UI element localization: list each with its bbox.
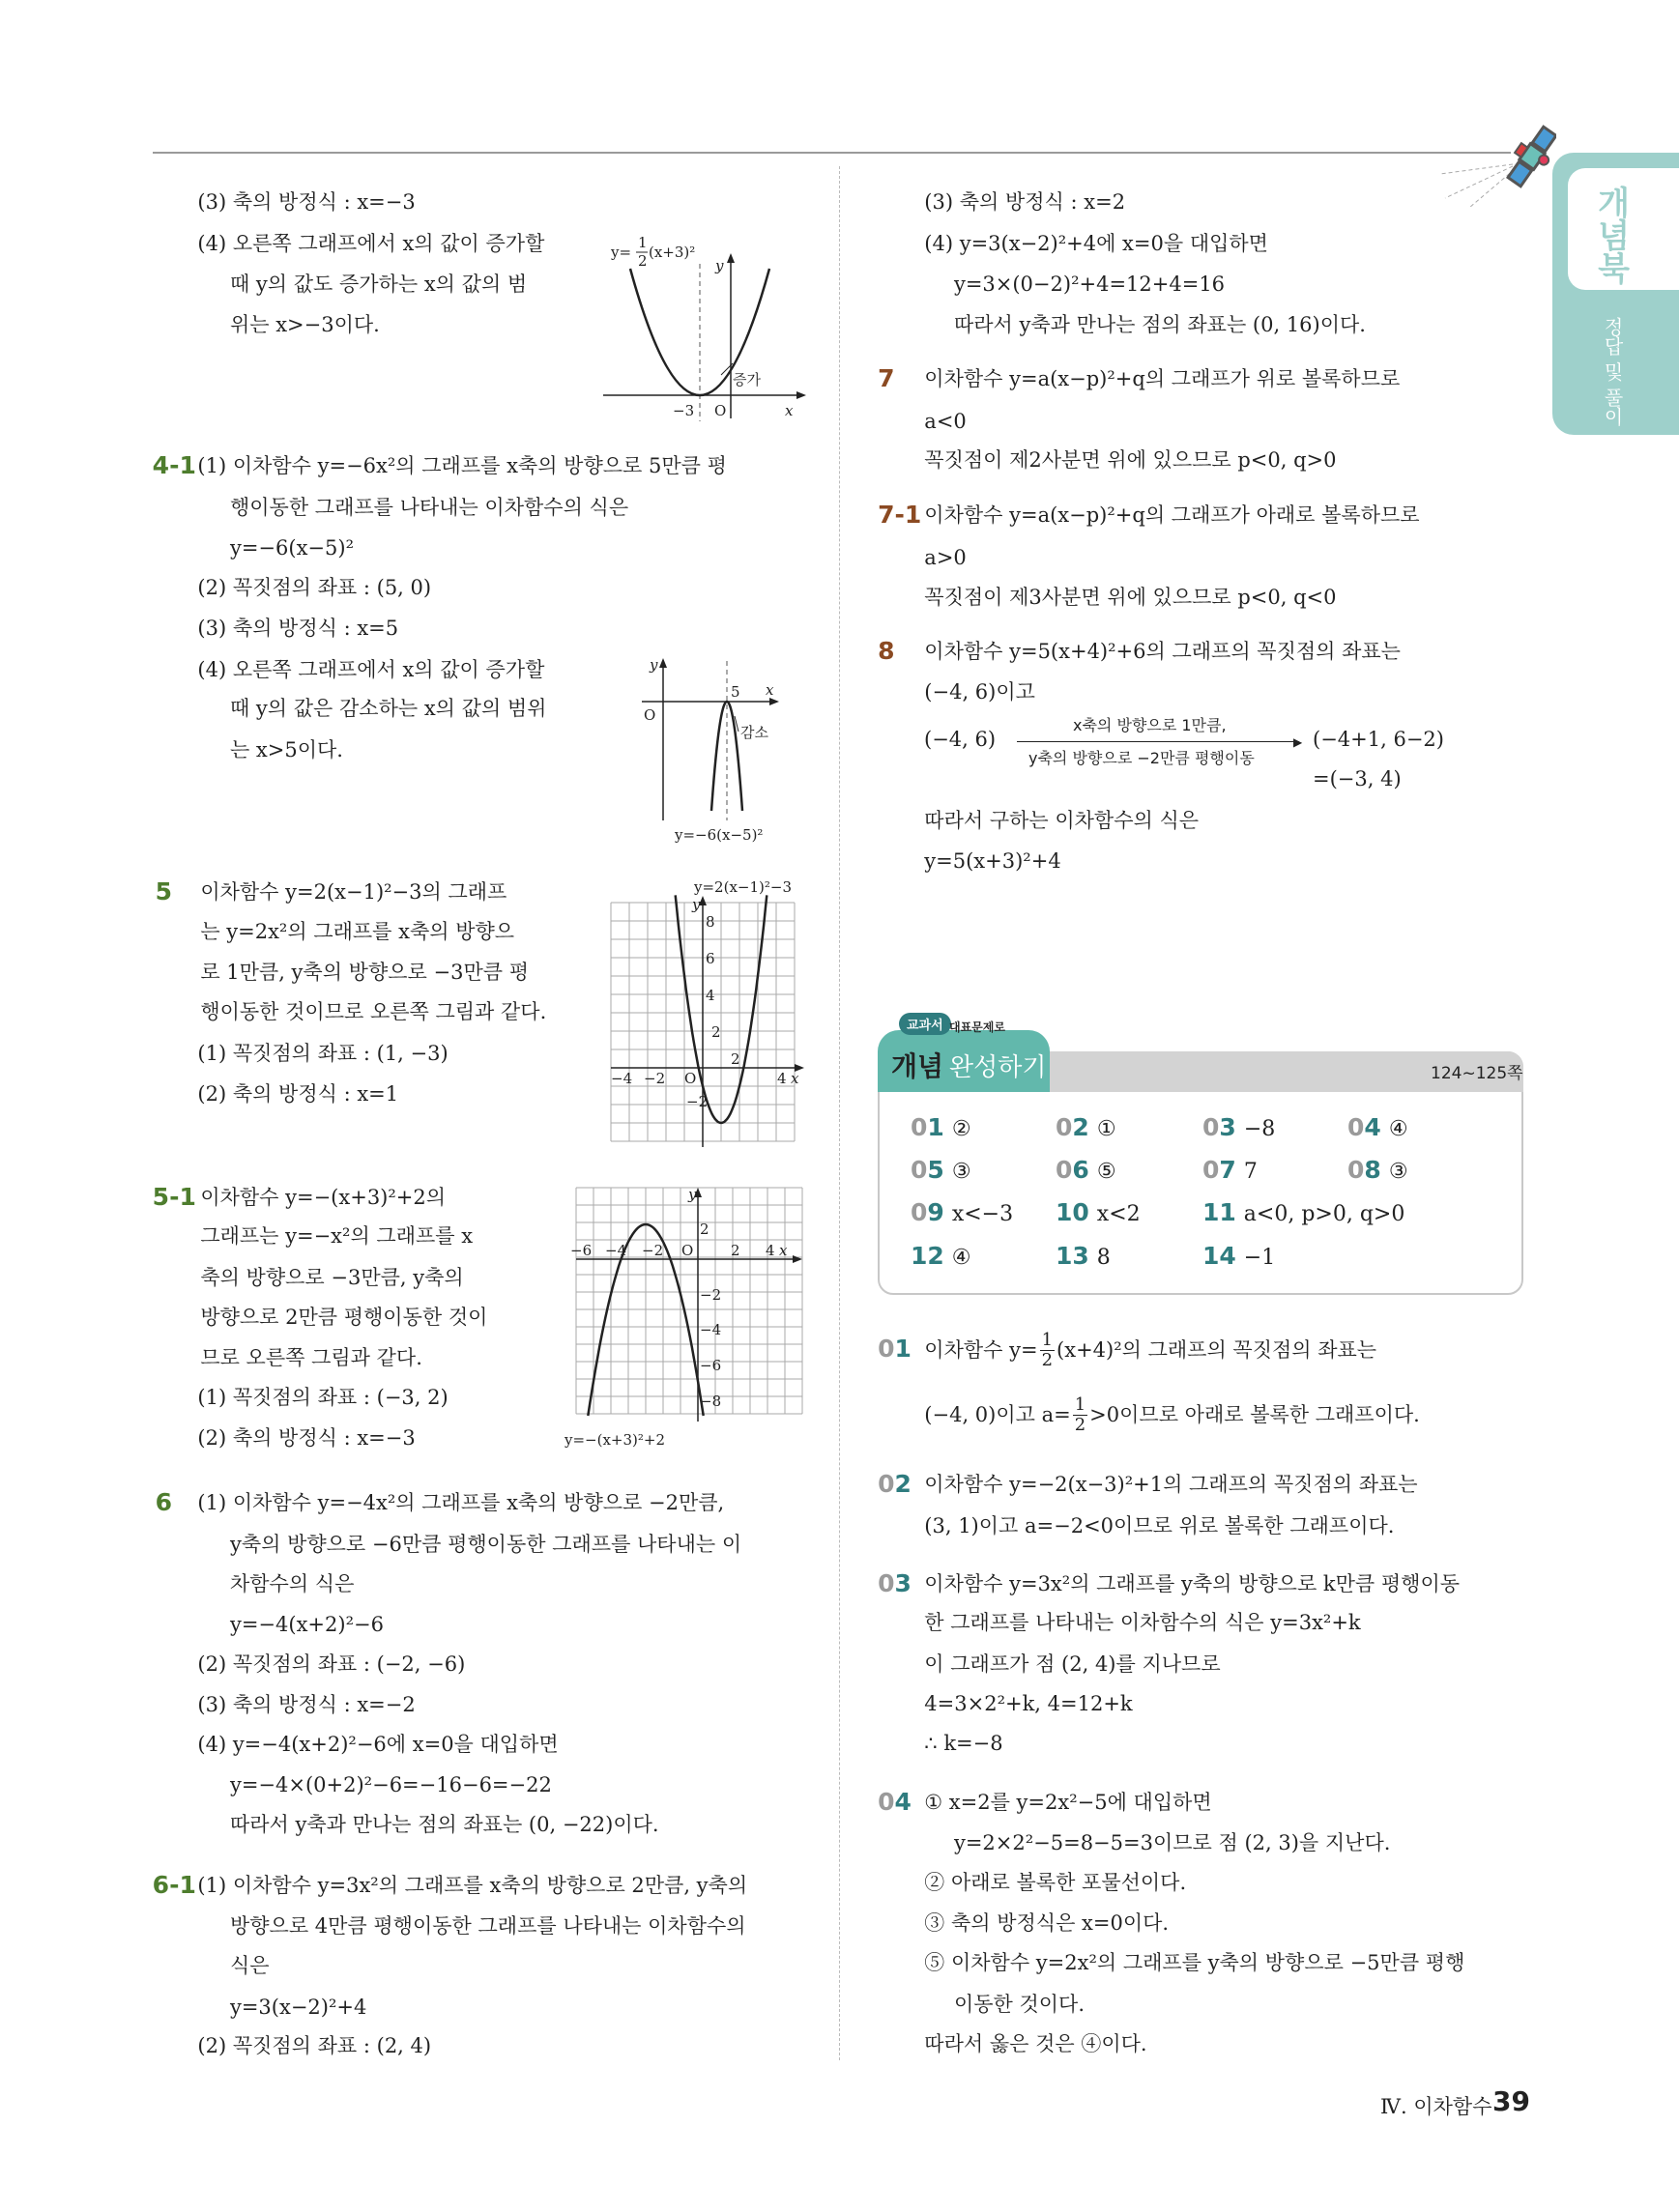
y-tick-label: 2: [711, 1023, 721, 1041]
x-axis-label: x: [791, 1070, 799, 1087]
solution-line: (1) 이차함수 y=3x²의 그래프를 x축의 방향으로 2만큼, y축의: [197, 1874, 748, 1898]
number-suffix: 4: [894, 1787, 912, 1816]
problem-number-label: 5: [155, 877, 172, 906]
graph4-eq: y=−(x+3)²+2: [564, 1431, 666, 1449]
solution-line: 따라서 옳은 것은 ④이다.: [924, 2031, 1147, 2055]
solution-line: 위는 x>−3이다.: [229, 313, 380, 337]
graph1-eq-num: 1: [638, 234, 648, 251]
solution-line: 이차함수 y=−(x+3)²+2의: [200, 1185, 447, 1209]
x-tick-label: −2: [642, 1242, 664, 1259]
number-prefix: 0: [1347, 1156, 1365, 1184]
solution-line: (3, 1)이고 a=−2<0이므로 위로 볼록한 그래프이다.: [924, 1513, 1395, 1537]
solution-line: (3) 축의 방정식 : x=2: [924, 190, 1126, 215]
number-prefix: 0: [878, 1335, 895, 1364]
decrease-note: 감소: [740, 724, 768, 741]
solution-line: (1) 이차함수 y=−4x²의 그래프를 x축의 방향으로 −2만큼,: [197, 1491, 725, 1515]
answer-number: 10: [1056, 1198, 1089, 1226]
solution-line: [924, 1325, 1376, 1375]
origin-label: O: [684, 1070, 697, 1087]
problem-number-label: 7: [878, 363, 895, 392]
fraction-denominator: 2: [1074, 1414, 1086, 1435]
x-tick-label: −4: [611, 1070, 633, 1087]
y-axis-label: y: [650, 656, 658, 674]
solution-line: 이차함수 y=3x²의 그래프를 y축의 방향으로 k만큼 평행이동: [924, 1571, 1461, 1595]
answer-number: [1347, 1113, 1381, 1141]
solution-line: (1) 이차함수 y=−6x²의 그래프를 x축의 방향으로 5만큼 평: [197, 454, 727, 478]
solution-line: 따라서 y축과 만나는 점의 좌표는 (0, 16)이다.: [953, 313, 1366, 337]
answer-number: [911, 1156, 944, 1184]
y-axis-label: y: [692, 896, 701, 913]
solution-line: y=2×2²−5=8−5=3이므로 점 (2, 3)을 지난다.: [953, 1831, 1391, 1855]
origin-label: O: [681, 1242, 694, 1259]
section-tab: [1552, 153, 1679, 435]
y-tick-label: −2: [700, 1286, 722, 1304]
solution-line: 므로 오른쪽 그림과 같다.: [200, 1345, 422, 1369]
y-tick-label: −8: [700, 1393, 722, 1410]
solution-line: ∴ k=−8: [924, 1731, 1003, 1755]
answer-value: 8: [1096, 1246, 1111, 1270]
answer-value: ①: [1096, 1117, 1116, 1141]
number-suffix: 8: [1364, 1156, 1381, 1184]
answer-number: [1202, 1113, 1236, 1141]
y-tick-label: 6: [706, 950, 715, 967]
y-axis-label: y: [688, 1186, 697, 1203]
solution-line: a>0: [924, 546, 967, 570]
number-suffix: 3: [1219, 1113, 1236, 1141]
number-prefix: 0: [911, 1113, 928, 1141]
number-prefix: 0: [1202, 1156, 1220, 1184]
column-divider: [839, 166, 840, 2060]
answer-item: [911, 1113, 971, 1144]
answer-number: 14: [1202, 1242, 1236, 1270]
solution-line: y=5(x+3)²+4: [924, 849, 1061, 874]
solution-line: (4) 오른쪽 그래프에서 x의 값이 증가할: [197, 231, 545, 255]
x-tick-label: −4: [605, 1242, 627, 1259]
answer-value: −8: [1243, 1117, 1276, 1141]
solution-line: 이 그래프가 점 (2, 4)를 지나므로: [924, 1652, 1221, 1676]
solution-line: ① x=2를 y=2x²−5에 대입하면: [924, 1790, 1212, 1814]
solution-line: y=3×(0−2)²+4=12+4=16: [953, 272, 1226, 296]
solution-line: y=−4(x+2)²−6: [229, 1612, 384, 1636]
graph-y-half-x-plus-3-squared: [603, 230, 811, 423]
solution-line: (4) 오른쪽 그래프에서 x의 값이 증가할: [197, 657, 545, 681]
solution-line: (−4, 6)이고: [924, 679, 1035, 704]
solution-line: [924, 1390, 1420, 1440]
x-tick-label: 2: [731, 1050, 740, 1068]
y-tick-label: −4: [700, 1321, 722, 1338]
number-suffix: 1: [894, 1335, 912, 1364]
number-prefix: 0: [878, 1470, 895, 1499]
graph1-eq-suffix: (x+3)²: [649, 244, 696, 261]
graph3-eq: y=2(x−1)²−3: [694, 878, 792, 896]
fraction: [1040, 1331, 1055, 1370]
number-prefix: 0: [911, 1198, 928, 1226]
solution-line: 이동한 것이다.: [953, 1992, 1086, 2016]
solution-line: 행이동한 것이므로 오른쪽 그림과 같다.: [200, 1000, 547, 1024]
solution-line: (2) 꼭짓점의 좌표 : (2, 4): [197, 2034, 432, 2058]
solution-line: 로 1만큼, y축의 방향으로 −3만큼 평: [200, 961, 529, 985]
y-tick-label: −6: [700, 1357, 722, 1374]
solution-line: ③ 축의 방정식은 x=0이다.: [924, 1911, 1170, 1936]
answer-item: [1056, 1113, 1116, 1144]
solution-line: ② 아래로 볼록한 포물선이다.: [924, 1871, 1187, 1895]
solution-line: 꼭짓점이 제2사분면 위에 있으므로 p<0, q>0: [924, 448, 1337, 473]
line-segment: (−4, 0)이고 a=: [924, 1403, 1071, 1427]
solution-line: 때 y의 값은 감소하는 x의 값의 범위: [229, 697, 547, 721]
arrow-line: [1017, 741, 1299, 742]
answer-item: [1347, 1113, 1408, 1144]
problem-number-label: 8: [878, 636, 895, 665]
origin-label: O: [714, 402, 727, 419]
solution-line: 그래프는 y=−x²의 그래프를 x: [200, 1224, 474, 1249]
number-suffix: 4: [1364, 1113, 1381, 1141]
line-segment: 이차함수 y=: [924, 1338, 1038, 1363]
problem-number-label: 4-1: [152, 451, 196, 480]
answer-number: 13: [1056, 1242, 1089, 1270]
solution-line: y축의 방향으로 −6만큼 평행이동한 그래프를 나타내는 이: [229, 1532, 742, 1556]
solution-line: (4) y=−4(x+2)²−6에 x=0을 대입하면: [197, 1733, 559, 1757]
line-segment: >0이므로 아래로 볼록한 그래프이다.: [1089, 1403, 1420, 1427]
textbook-badge: 교과서: [899, 1013, 951, 1035]
solution-line: y=3(x−2)²+4: [229, 1995, 367, 2019]
x-axis-label: x: [779, 1242, 788, 1259]
fraction-numerator: 1: [1041, 1329, 1054, 1350]
answer-number: [911, 1198, 944, 1226]
solution-line: 차함수의 식은: [229, 1571, 355, 1595]
answer-value: x<−3: [951, 1202, 1014, 1226]
solution-line: (2) 꼭짓점의 좌표 : (5, 0): [197, 575, 432, 599]
graph-y-neg-x-plus-3-squared-plus-2: [561, 1184, 807, 1450]
solution-line: (1) 꼭짓점의 좌표 : (1, −3): [197, 1041, 449, 1065]
solution-line: 4=3×2²+k, 4=12+k: [924, 1691, 1133, 1715]
answer-item: [1056, 1156, 1116, 1187]
y-tick-label: −2: [686, 1093, 709, 1110]
x-axis-label: x: [785, 402, 794, 419]
fraction-numerator: 1: [1074, 1393, 1086, 1415]
number-prefix: 0: [878, 1787, 895, 1816]
solution-line: (2) 축의 방정식 : x=−3: [197, 1426, 416, 1451]
graph2-eq: y=−6(x−5)²: [675, 826, 764, 844]
solution-line: 는 x>5이다.: [229, 737, 343, 761]
solution-line: (1) 꼭짓점의 좌표 : (−3, 2): [197, 1385, 449, 1409]
answer-number: 11: [1202, 1198, 1236, 1226]
solution-line: 따라서 구하는 이차함수의 식은: [924, 808, 1200, 832]
y-tick-label: 8: [706, 913, 715, 931]
number-suffix: 5: [927, 1156, 944, 1184]
x-tick-label: −2: [644, 1070, 666, 1087]
answer-item: [1202, 1198, 1404, 1229]
answer-number: [1056, 1113, 1089, 1141]
graph1-eq-den: 2: [638, 252, 648, 270]
number-suffix: 3: [894, 1568, 912, 1597]
solution-line: a<0: [924, 409, 967, 433]
solution-line: (4) y=3(x−2)²+4에 x=0을 대입하면: [924, 231, 1268, 255]
y-tick-label: 4: [706, 987, 715, 1004]
y-axis-label: y: [715, 257, 724, 274]
problem-number-label: 5-1: [152, 1182, 196, 1211]
problem-number-label: 6: [155, 1488, 172, 1517]
solution-line: (3) 축의 방정식 : x=−2: [197, 1693, 416, 1717]
transform-result: =(−3, 4): [1313, 767, 1402, 790]
number-prefix: 0: [1056, 1156, 1073, 1184]
graph1-eq-prefix: y=: [611, 244, 632, 261]
problem-number-label: [878, 1335, 912, 1364]
solution-line: 축의 방향으로 −3만큼, y축의: [200, 1265, 464, 1289]
answer-value: ④: [1388, 1117, 1408, 1141]
solution-line: 식은: [229, 1954, 270, 1978]
answer-value: ②: [951, 1117, 971, 1141]
number-prefix: 0: [1347, 1113, 1365, 1141]
x-tick-label: 2: [731, 1242, 740, 1259]
answer-value: ⑤: [1096, 1160, 1116, 1184]
x-tick-label: −6: [570, 1242, 593, 1259]
solution-line: 방향으로 2만큼 평행이동한 것이: [200, 1305, 488, 1329]
answer-item: [1202, 1242, 1275, 1273]
number-suffix: 9: [927, 1198, 944, 1226]
page-number: 39: [1492, 2085, 1530, 2117]
box-title: 완성하기: [949, 1053, 1047, 1082]
number-suffix: 6: [1072, 1156, 1089, 1184]
transform-bottom-caption: y축의 방향으로 −2만큼 평행이동: [1028, 749, 1255, 767]
badge-caption: 대표문제로: [949, 1020, 1005, 1034]
answer-value: a<0, p>0, q>0: [1243, 1202, 1405, 1226]
chapter-label: Ⅳ. 이차함수: [1380, 2095, 1492, 2118]
transform-top-caption: x축의 방향으로 1만큼,: [1073, 716, 1227, 734]
number-suffix: 1: [927, 1113, 944, 1141]
solution-line: (2) 꼭짓점의 좌표 : (−2, −6): [197, 1652, 466, 1676]
answer-value: ③: [1388, 1160, 1408, 1184]
solution-line: 꼭짓점이 제3사분면 위에 있으므로 p<0, q<0: [924, 586, 1337, 610]
answer-value: 7: [1243, 1160, 1258, 1184]
origin-label: O: [644, 706, 656, 724]
answer-value: ④: [951, 1246, 971, 1270]
increase-note: 증가: [733, 371, 761, 388]
line-segment: (x+4)²의 그래프의 꼭짓점의 좌표는: [1057, 1338, 1377, 1363]
problem-number-label: 7-1: [878, 501, 922, 530]
answer-number: [1056, 1156, 1089, 1184]
tab-title: 개념북: [1591, 186, 1630, 284]
y-tick-label: 2: [700, 1221, 709, 1238]
solution-line: 이차함수 y=a(x−p)²+q의 그래프가 위로 볼록하므로: [924, 366, 1401, 390]
answer-value: x<2: [1096, 1202, 1141, 1226]
solution-line: y=−4×(0+2)²−6=−16−6=−22: [229, 1773, 552, 1797]
solution-line: 는 y=2x²의 그래프를 x축의 방향으: [200, 920, 515, 944]
transform-to: (−4+1, 6−2): [1313, 728, 1444, 751]
satellite-icon: [1440, 116, 1556, 213]
number-prefix: 0: [1202, 1113, 1220, 1141]
transform-from: (−4, 6): [924, 728, 997, 751]
arrow-head-icon: ▶: [1293, 735, 1303, 749]
problem-number-label: [878, 1470, 912, 1499]
answer-item: [911, 1156, 971, 1187]
answer-item: [1056, 1198, 1141, 1229]
x-axis-label: x: [766, 681, 774, 699]
solution-line: (3) 축의 방정식 : x=−3: [197, 190, 416, 215]
answer-number: 12: [911, 1242, 944, 1270]
problem-number-label: [878, 1569, 912, 1598]
tab-subtitle: 정답 및 풀이: [1601, 317, 1624, 426]
number-prefix: 0: [878, 1568, 895, 1597]
answer-value: −1: [1243, 1246, 1276, 1270]
solution-line: 때 y의 값도 증가하는 x의 값의 범: [229, 272, 528, 296]
answer-item: [911, 1242, 971, 1273]
answer-number: [1347, 1156, 1381, 1184]
x-tick-label: 4: [766, 1242, 775, 1259]
answer-number: [1202, 1156, 1236, 1184]
answer-item: [1347, 1156, 1408, 1187]
solution-line: (3) 축의 방정식 : x=5: [197, 617, 399, 641]
solution-line: 이차함수 y=a(x−p)²+q의 그래프가 아래로 볼록하므로: [924, 503, 1420, 528]
answer-item: [911, 1198, 1013, 1229]
solution-line: 한 그래프를 나타내는 이차함수의 식은 y=3x²+k: [924, 1611, 1361, 1635]
number-suffix: 7: [1219, 1156, 1236, 1184]
graph-y-neg6-x-minus-5-squared: [638, 656, 822, 849]
number-suffix: 2: [894, 1470, 912, 1499]
solution-line: (2) 축의 방정식 : x=1: [197, 1081, 399, 1106]
number-prefix: 0: [1056, 1113, 1073, 1141]
fraction-denominator: 2: [1041, 1349, 1054, 1370]
solution-line: 이차함수 y=−2(x−3)²+1의 그래프의 꼭짓점의 좌표는: [924, 1473, 1418, 1497]
solution-line: 방향으로 4만큼 평행이동한 그래프를 나타내는 이차함수의: [229, 1914, 746, 1939]
solution-line: 따라서 y축과 만나는 점의 좌표는 (0, −22)이다.: [229, 1813, 659, 1837]
solution-line: 행이동한 그래프를 나타내는 이차함수의 식은: [229, 495, 629, 519]
number-prefix: 0: [911, 1156, 928, 1184]
page-range: 124~125쪽: [1431, 1064, 1523, 1083]
x-tick-label: 4: [777, 1070, 787, 1087]
graph-y-2-x-minus-1-squared-minus-3: [607, 875, 810, 1150]
tick-label: 5: [731, 683, 740, 701]
answer-number: [911, 1113, 944, 1141]
problem-number-label: 6-1: [152, 1871, 196, 1900]
answer-value: ③: [951, 1160, 971, 1184]
problem-number-label: [878, 1788, 912, 1817]
number-suffix: 2: [1072, 1113, 1089, 1141]
solution-line: 이차함수 y=2(x−1)²−3의 그래프: [200, 880, 507, 905]
solution-line: y=−6(x−5)²: [229, 535, 354, 560]
answer-item: [1202, 1113, 1275, 1144]
solution-line: 이차함수 y=5(x+4)²+6의 그래프의 꼭짓점의 좌표는: [924, 639, 1401, 663]
answer-item: [1202, 1156, 1258, 1187]
tick-label: −3: [673, 402, 695, 419]
top-rule: [153, 152, 1511, 154]
box-title-bold: 개념: [891, 1050, 944, 1082]
answer-item: [1056, 1242, 1111, 1273]
solution-line: ⑤ 이차함수 y=2x²의 그래프를 y축의 방향으로 −5만큼 평행: [924, 1951, 1465, 1975]
fraction: [1073, 1395, 1087, 1435]
